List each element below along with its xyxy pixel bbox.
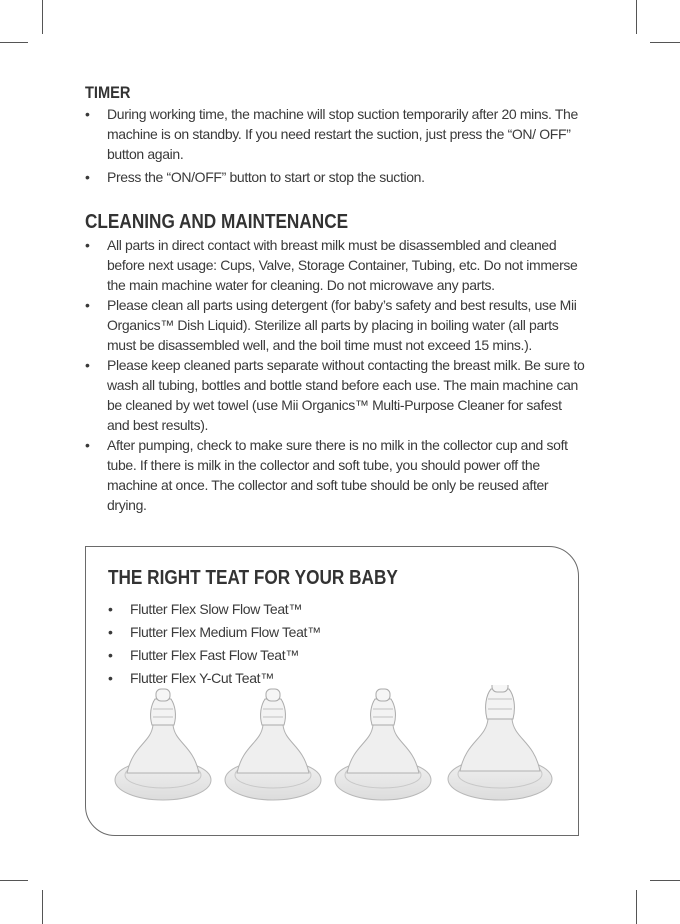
- crop-mark: [650, 880, 680, 881]
- cleaning-heading: CLEANING AND MAINTENANCE: [85, 211, 349, 233]
- list-item: • Flutter Flex Slow Flow Teat™: [108, 599, 321, 619]
- timer-list: [85, 104, 585, 187]
- fast-flow-teat-image: [335, 689, 431, 800]
- list-item: • Flutter Flex Fast Flow Teat™: [108, 645, 321, 665]
- crop-mark: [636, 0, 637, 34]
- list-item: • Please keep cleaned parts separate without contacting the breast milk. Be sure to wash all tubing, bottles and bottle stand before each use. The main machine can be cleaned by wet towel (use Mii Organics™ Multi-Purpose Cleaner for safest and best results).: [85, 355, 585, 435]
- crop-mark: [42, 890, 43, 924]
- list-item: • Flutter Flex Medium Flow Teat™: [108, 622, 321, 642]
- list-item: • During working time, the machine will stop suction temporarily after 20 mins. The machine is on standby. If you need restart the suction, just press the “ON/ OFF” button again.: [85, 104, 585, 164]
- list-item: • After pumping, check to make sure there is no milk in the collector cup and soft tube. If there is milk in the collector and soft tube, you should power off the machine at once. The collector and soft tube should be only be reused after drying.: [85, 435, 585, 515]
- teat-info-box: [85, 546, 579, 836]
- crop-mark: [650, 42, 680, 43]
- teat-list: [108, 599, 321, 691]
- crop-mark: [0, 42, 28, 43]
- slow-flow-teat-image: [115, 689, 211, 800]
- y-cut-teat-image: [448, 685, 552, 800]
- list-item: • All parts in direct contact with breast milk must be disassembled and cleaned before next usage: Cups, Valve, Storage Container, Tubing, etc. Do not immerse the main machine water for cleaning. Do not microwave any parts.: [85, 235, 585, 295]
- crop-mark: [0, 880, 28, 881]
- crop-mark: [42, 0, 43, 34]
- list-item: • Flutter Flex Y-Cut Teat™: [108, 668, 321, 688]
- medium-flow-teat-image: [225, 689, 321, 800]
- instructions-content: [85, 82, 585, 515]
- cleaning-list: [85, 235, 585, 515]
- teat-images: [108, 685, 558, 815]
- teat-box-heading: THE RIGHT TEAT FOR YOUR BABY: [108, 567, 398, 589]
- list-item: • Press the “ON/OFF” button to start or stop the suction.: [85, 167, 585, 187]
- crop-mark: [636, 890, 637, 924]
- timer-heading: TIMER: [85, 83, 131, 102]
- list-item: • Please clean all parts using detergent (for baby’s safety and best results, use Mii Organics™ Dish Liquid). Sterilize all parts by placing in boiling water (all parts must be disassembled well, and the boil time must not exceed 15 mins.).: [85, 295, 585, 355]
